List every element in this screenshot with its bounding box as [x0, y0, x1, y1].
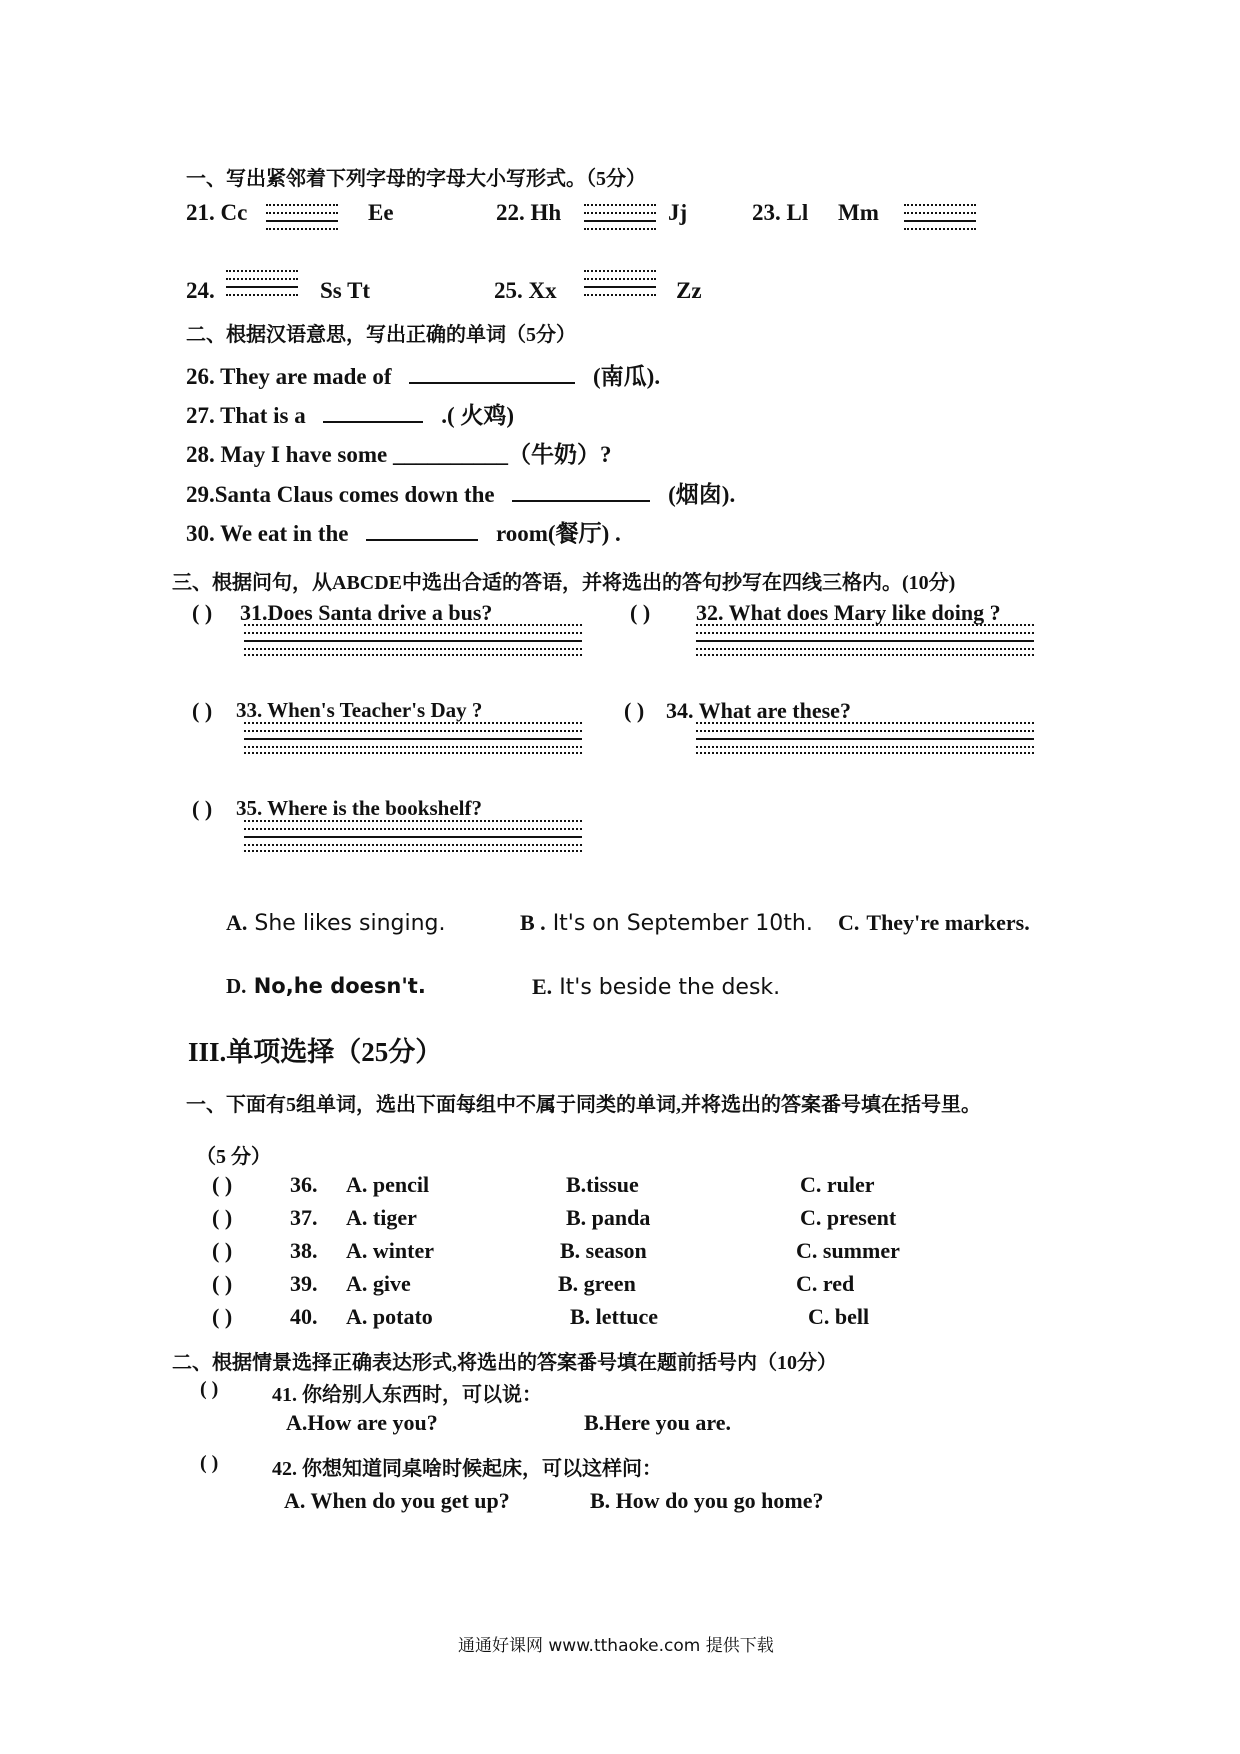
- q23-writing-grid[interactable]: [904, 204, 976, 232]
- q24-after: Ss Tt: [320, 278, 371, 303]
- q34-text: 34. What are these?: [666, 698, 851, 723]
- answer-d: [226, 974, 426, 999]
- q35-text: 35. Where is the bookshelf?: [236, 796, 482, 820]
- q22-after: Jj: [668, 200, 688, 225]
- q42-b: B. How do you go home?: [590, 1488, 824, 1513]
- q26: [186, 358, 660, 391]
- q41-a: A.How are you?: [286, 1410, 438, 1435]
- answer-a-key: A.: [226, 910, 248, 935]
- q33-writing-grid-2[interactable]: [244, 744, 582, 772]
- q40-num: 40.: [290, 1304, 318, 1329]
- q40-a: A. potato: [346, 1304, 433, 1329]
- q22-label: 22. Hh: [496, 200, 562, 225]
- answer-b-text: It's on September 10th.: [552, 911, 813, 936]
- q29-blank[interactable]: [512, 500, 650, 502]
- q30-before: 30. We eat in the: [186, 521, 349, 546]
- q26-blank[interactable]: [409, 382, 575, 384]
- q37-num: 37.: [290, 1205, 318, 1230]
- q36-c: C. ruler: [800, 1172, 875, 1197]
- answer-b: [520, 910, 813, 936]
- q42-text: 42. 你想知道同桌啥时候起床，可以这样问：: [272, 1458, 662, 1480]
- q24-label: 24.: [186, 278, 215, 303]
- q33-paren[interactable]: ( ): [192, 698, 213, 723]
- answer-e: [532, 974, 780, 1000]
- q35-paren[interactable]: ( ): [192, 796, 213, 821]
- q37-c: C. present: [800, 1205, 897, 1230]
- q24-writing-grid[interactable]: [226, 270, 298, 298]
- q30-blank[interactable]: [366, 539, 478, 541]
- q25-after: Zz: [676, 278, 702, 303]
- answer-e-key: E.: [532, 974, 553, 999]
- answer-d-text: No,he doesn't.: [253, 974, 426, 998]
- q41-text: 41. 你给别人东西时，可以说：: [272, 1384, 542, 1406]
- q25-writing-grid[interactable]: [584, 270, 656, 298]
- q36-paren[interactable]: ( ): [212, 1172, 233, 1197]
- part-3-title: III.单项选择（25分）: [188, 1037, 443, 1067]
- answer-b-key: B .: [520, 910, 546, 935]
- q32-text: 32. What does Mary like doing ?: [696, 600, 1001, 625]
- q26-before: 26. They are made of: [186, 364, 392, 389]
- q39-b: B. green: [558, 1271, 636, 1296]
- part-3-section-1-score: （5 分）: [196, 1146, 271, 1168]
- q23-after: Mm: [838, 200, 879, 225]
- q41-paren[interactable]: ( ): [200, 1378, 219, 1400]
- q30: [186, 515, 621, 548]
- q40-b: B. lettuce: [570, 1304, 658, 1329]
- q29-before: 29.Santa Claus comes down the: [186, 482, 495, 507]
- q36-a: A. pencil: [346, 1172, 430, 1197]
- answer-a-text: She likes singing.: [254, 911, 446, 936]
- q27-after: .( 火鸡): [441, 403, 515, 428]
- q21-writing-grid[interactable]: [266, 204, 338, 232]
- q31-writing-grid-2[interactable]: [244, 646, 582, 674]
- answer-a: [226, 910, 446, 936]
- q37-a: A. tiger: [346, 1205, 417, 1230]
- q42-paren[interactable]: ( ): [200, 1452, 219, 1474]
- q30-after: room(餐厅) .: [495, 521, 621, 546]
- q22-writing-grid[interactable]: [584, 204, 656, 232]
- q36-b: B.tissue: [566, 1172, 639, 1197]
- q36-num: 36.: [290, 1172, 318, 1197]
- q21-after: Ee: [368, 200, 394, 225]
- q32-writing-grid-2[interactable]: [696, 646, 1034, 674]
- answer-c-text: They're markers.: [866, 910, 1030, 935]
- q38-num: 38.: [290, 1238, 318, 1263]
- q39-paren[interactable]: ( ): [212, 1271, 233, 1296]
- q25-label: 25. Xx: [494, 278, 557, 303]
- q38-c: C. summer: [796, 1238, 900, 1263]
- answer-e-text: It's beside the desk.: [559, 975, 781, 1000]
- q33-text: 33. When's Teacher's Day ?: [236, 698, 483, 722]
- q29: [186, 476, 735, 509]
- answer-c-key: C.: [838, 910, 860, 935]
- answer-c: [838, 910, 1030, 936]
- q29-after: (烟囱).: [668, 482, 736, 507]
- section-2-title: 二、根据汉语意思，写出正确的单词（5分）: [186, 324, 576, 346]
- q39-num: 39.: [290, 1271, 318, 1296]
- answer-d-key: D.: [226, 974, 247, 998]
- q27-before: 27. That is a: [186, 403, 306, 428]
- q31-paren[interactable]: ( ): [192, 600, 213, 625]
- q37-paren[interactable]: ( ): [212, 1205, 233, 1230]
- q31-text: 31.Does Santa drive a bus?: [240, 600, 493, 625]
- q42-a: A. When do you get up?: [284, 1488, 510, 1513]
- q37-b: B. panda: [566, 1205, 651, 1230]
- q41-b: B.Here you are.: [584, 1410, 732, 1435]
- q34-paren[interactable]: ( ): [624, 698, 645, 723]
- footer-credit: 通通好课网 www.tthaoke.com 提供下载: [458, 1636, 774, 1656]
- q23-label: 23. Ll: [752, 200, 809, 225]
- q35-writing-grid-2[interactable]: [244, 842, 582, 870]
- q21-label: 21. Cc: [186, 200, 248, 225]
- q40-c: C. bell: [808, 1304, 870, 1329]
- q27: [186, 397, 514, 430]
- q28-text: 28. May I have some __________（牛奶）?: [186, 442, 612, 467]
- q38-a: A. winter: [346, 1238, 434, 1263]
- section-1-title: 一、写出紧邻着下列字母的字母大小写形式。（5分）: [186, 168, 646, 190]
- q26-after: (南瓜).: [593, 364, 661, 389]
- q39-a: A. give: [346, 1271, 411, 1296]
- q38-paren[interactable]: ( ): [212, 1238, 233, 1263]
- q38-b: B. season: [560, 1238, 647, 1263]
- q39-c: C. red: [796, 1271, 855, 1296]
- q28: [186, 436, 611, 469]
- q27-blank[interactable]: [323, 421, 423, 423]
- q40-paren[interactable]: ( ): [212, 1304, 233, 1329]
- part-3-section-2-title: 二、根据情景选择正确表达形式,将选出的答案番号填在题前括号内（10分）: [172, 1352, 837, 1374]
- q32-paren[interactable]: ( ): [630, 600, 651, 625]
- q34-writing-grid-2[interactable]: [696, 744, 1034, 772]
- section-3-title: 三、根据问句，从ABCDE中选出合适的答语，并将选出的答句抄写在四线三格内。(10分): [172, 572, 956, 594]
- part-3-section-1-title: 一、下面有5组单词，选出下面每组中不属于同类的单词,并将选出的答案番号填在括号里。: [186, 1094, 981, 1116]
